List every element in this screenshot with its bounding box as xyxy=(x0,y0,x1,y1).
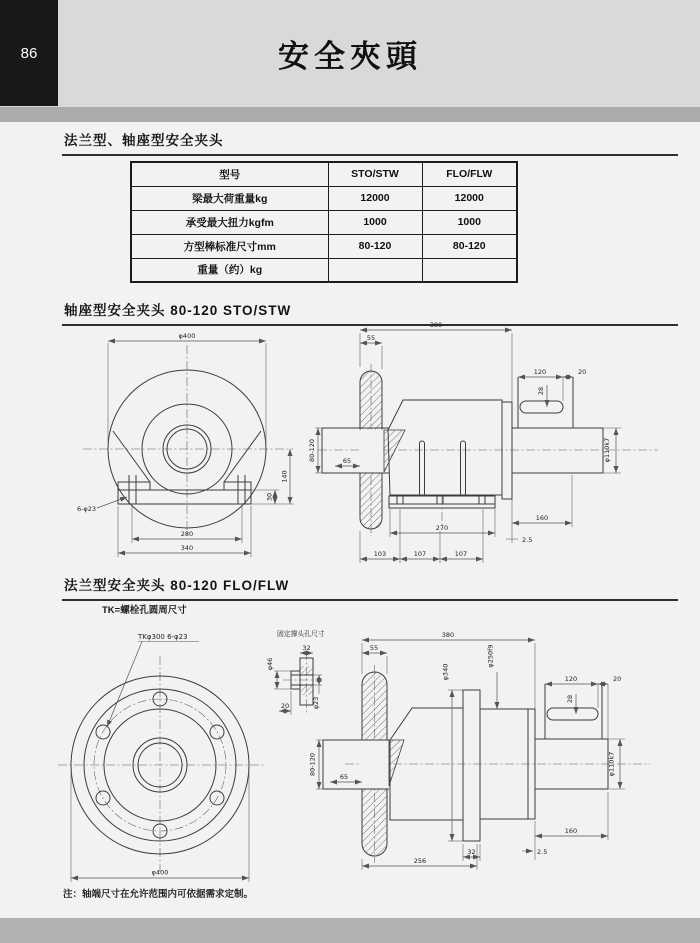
dim-flange-thickness: 32 xyxy=(467,848,476,856)
table-header-row xyxy=(131,162,517,186)
dim-width: 32 xyxy=(302,644,311,652)
header-divider-band xyxy=(0,107,700,122)
dim-center-height: 140 xyxy=(280,470,289,483)
dim-shaft-diameter: φ110k7 xyxy=(607,751,616,777)
dim-total-length: 380 xyxy=(429,321,443,329)
row-value-flo: 12000 xyxy=(422,186,517,210)
dim-base-thickness: 30 xyxy=(265,492,274,502)
dim-boss-diameter: φ46 xyxy=(266,657,274,671)
row-value-flo: 80-120 xyxy=(422,234,517,258)
dim-shaft-diameter: φ110k7 xyxy=(603,437,611,463)
section-heading-flo: 法兰型安全夹头 80-120 FLO/FLW xyxy=(62,574,678,601)
dim-hole-diameter: φ23 xyxy=(312,696,320,710)
dim-disc-width: 55 xyxy=(366,334,376,342)
col-header-model: 型号 xyxy=(131,162,328,186)
flo-side-view-drawing xyxy=(300,628,700,900)
row-label: 方型棒标准尺寸mm xyxy=(131,234,328,258)
sto-side-view-drawing xyxy=(310,317,700,575)
dim-tk-bolt-circle: TKφ300 6-φ23 xyxy=(138,633,188,641)
dim-seg3: 107 xyxy=(454,550,468,558)
table-row xyxy=(131,258,517,282)
dim-front-length: 256 xyxy=(413,857,427,865)
dim-shaft-length: 160 xyxy=(564,827,578,835)
flo-front-view-drawing xyxy=(58,630,293,900)
dim-slot-span: 280 xyxy=(180,530,194,538)
flo-front-geometry xyxy=(58,656,264,872)
dim-bolt-holes: 6-φ23 xyxy=(77,505,97,513)
row-value-sto xyxy=(328,258,422,282)
page-title: 安全夾頭 xyxy=(278,39,422,74)
dim-bar-stickout: 65 xyxy=(342,457,352,465)
dim-key-end: 20 xyxy=(578,368,587,376)
row-value-flo xyxy=(422,258,517,282)
col-header-sto: STO/STW xyxy=(328,162,422,186)
detail-title: 固定撑头孔尺寸 xyxy=(277,630,325,638)
dim-key-length: 120 xyxy=(564,675,578,683)
flo-side-dimensions xyxy=(309,631,626,870)
row-value-flo: 1000 xyxy=(422,210,517,234)
section-heading-flange-pedestal: 法兰型、轴座型安全夹头 xyxy=(62,129,678,156)
flo-side-geometry xyxy=(323,665,650,863)
dim-base-width: 340 xyxy=(180,544,194,552)
col-header-flo: FLO/FLW xyxy=(422,162,517,186)
row-value-sto: 1000 xyxy=(328,210,422,234)
dim-square-bar: 80-120 xyxy=(308,752,317,777)
dim-seg2: 107 xyxy=(413,550,427,558)
dim-key-width: 28 xyxy=(537,386,545,396)
dim-outer-diameter: φ400 xyxy=(151,868,169,877)
sto-front-geometry xyxy=(83,345,293,535)
dim-offset: 20 xyxy=(280,702,290,710)
dim-plate-gap: 2.5 xyxy=(537,848,548,856)
dim-base-length: 270 xyxy=(435,524,449,532)
row-value-sto: 12000 xyxy=(328,186,422,210)
dim-shaft-length: 160 xyxy=(535,514,549,522)
dim-flange-diameter: φ340 xyxy=(441,663,450,681)
dim-key-length: 120 xyxy=(533,368,547,376)
table-row xyxy=(131,210,517,234)
row-value-sto: 80-120 xyxy=(328,234,422,258)
dim-outer-diameter: φ400 xyxy=(178,332,196,340)
dim-disc-width: 55 xyxy=(369,644,379,652)
dim-key-width: 28 xyxy=(566,694,574,704)
row-label: 梁最大荷重量kg xyxy=(131,186,328,210)
spec-table xyxy=(130,161,518,283)
tk-definition: TK=螺栓孔圆周尺寸 xyxy=(102,605,187,616)
section-heading-sto: 轴座型安全夹头 80-120 STO/STW xyxy=(62,299,678,326)
dim-seg1: 103 xyxy=(373,550,387,558)
dim-square-bar: 80-120 xyxy=(308,438,316,463)
sto-front-view-drawing xyxy=(75,327,315,577)
dim-total-length: 380 xyxy=(441,631,455,639)
footnote: 注：轴端尺寸在允许范围内可依据需求定制。 xyxy=(63,889,254,900)
page-number-text: 86 xyxy=(20,44,38,62)
footer-band xyxy=(0,918,700,943)
row-label: 重量（约）kg xyxy=(131,258,328,282)
dim-plate-gap: 2.5 xyxy=(522,536,533,544)
row-label: 承受最大扭力kgfm xyxy=(131,210,328,234)
dim-bar-stickout: 65 xyxy=(339,773,349,781)
table-row xyxy=(131,186,517,210)
sto-front-dimensions xyxy=(77,332,294,557)
table-row xyxy=(131,234,517,258)
dim-spigot-diameter: φ250f9 xyxy=(486,644,495,668)
dim-key-end: 20 xyxy=(613,675,622,683)
